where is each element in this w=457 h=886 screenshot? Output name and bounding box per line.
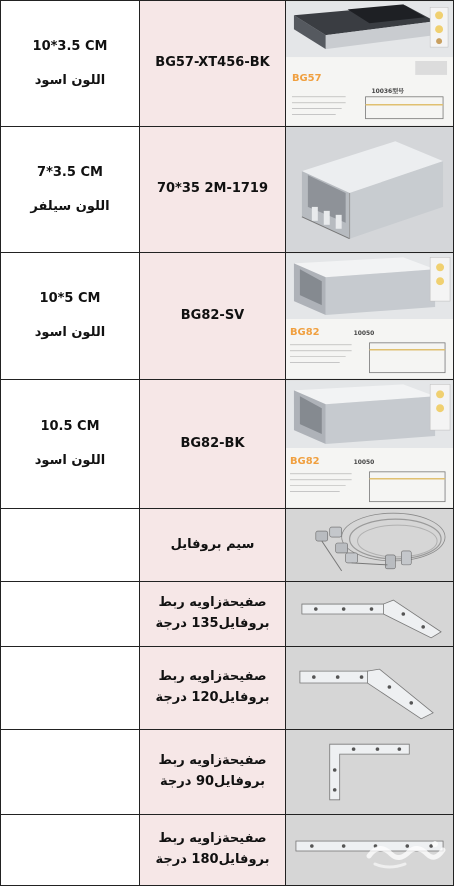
table-row xyxy=(1,1,454,127)
product-image-cell xyxy=(286,1,454,127)
haraj-logo-watermark xyxy=(361,836,451,870)
table-row xyxy=(1,380,454,509)
size-text: 10.5 CM xyxy=(40,419,100,435)
product-code: BG57-XT456-BK xyxy=(155,55,270,71)
connector-plate-135-icon xyxy=(286,582,453,646)
code-cell xyxy=(140,647,286,730)
code-cell xyxy=(140,253,286,380)
wire-kit-icon xyxy=(286,509,453,581)
code-cell xyxy=(140,730,286,815)
table-row xyxy=(1,730,454,815)
product-image-cell xyxy=(286,647,454,730)
product-name: صفيحةزاويه ربط بروفايل120 درجة xyxy=(155,669,270,705)
spec-sheet-model: 10036型号 xyxy=(371,87,405,95)
product-image-cell xyxy=(286,380,454,509)
product-name: صفيحةزاويه ربط بروفايل90 درجة xyxy=(158,753,267,789)
product-name: صفيحةزاويه ربط بروفايل135 درجة xyxy=(155,595,270,631)
spec-sheet-label: BG57 xyxy=(291,72,322,84)
size-cell xyxy=(1,647,140,730)
size-cell xyxy=(1,127,140,253)
code-cell xyxy=(140,509,286,582)
connector-plate-120-icon xyxy=(286,647,453,729)
table-row xyxy=(1,127,454,253)
spec-sheet-label: BG82 xyxy=(289,326,320,338)
spec-sheet-label: BG82 xyxy=(289,455,320,467)
table-row xyxy=(1,582,454,647)
size-cell xyxy=(1,730,140,815)
spec-sheet-model: 10050 xyxy=(353,329,375,337)
black-profile-spec-icon xyxy=(286,1,453,126)
spec-sheet-model: 10050 xyxy=(353,458,375,466)
size-text: 10*3.5 CM xyxy=(32,38,108,54)
size-cell xyxy=(1,815,140,886)
size-cell xyxy=(1,380,140,509)
color-text: اللون اسود xyxy=(34,72,106,88)
product-code: 70*35 2M-1719 xyxy=(156,181,269,197)
product-image-cell xyxy=(286,253,454,380)
profile-spec-icon xyxy=(286,253,453,379)
color-text: اللون اسود xyxy=(34,453,106,468)
product-code: BG82-BK xyxy=(180,435,245,451)
code-cell xyxy=(140,1,286,127)
product-image-cell xyxy=(286,127,454,253)
product-code: BG82-SV xyxy=(180,307,245,323)
product-image-cell xyxy=(286,730,454,815)
code-cell xyxy=(140,127,286,253)
product-image-cell xyxy=(286,509,454,582)
table-row xyxy=(1,509,454,582)
product-name: سيم بروفايل xyxy=(170,536,255,552)
size-text: 10*5 CM xyxy=(39,291,101,307)
silver-profile-icon xyxy=(286,127,453,252)
color-text: اللون اسود xyxy=(34,325,106,340)
code-cell xyxy=(140,582,286,647)
code-cell xyxy=(140,815,286,886)
code-cell xyxy=(140,380,286,509)
profile-spec-icon xyxy=(286,380,453,508)
product-image-cell xyxy=(286,582,454,647)
size-cell xyxy=(1,582,140,647)
table-row xyxy=(1,253,454,380)
size-cell xyxy=(1,1,140,127)
size-cell xyxy=(1,253,140,380)
size-cell xyxy=(1,509,140,582)
product-name: صفيحةزاويه ربط بروفايل180 درجة xyxy=(155,831,270,867)
connector-plate-90-icon xyxy=(286,730,453,814)
size-text: 7*3.5 CM xyxy=(37,164,103,180)
color-text: اللون سيلفر xyxy=(30,198,110,214)
table-row xyxy=(1,647,454,730)
